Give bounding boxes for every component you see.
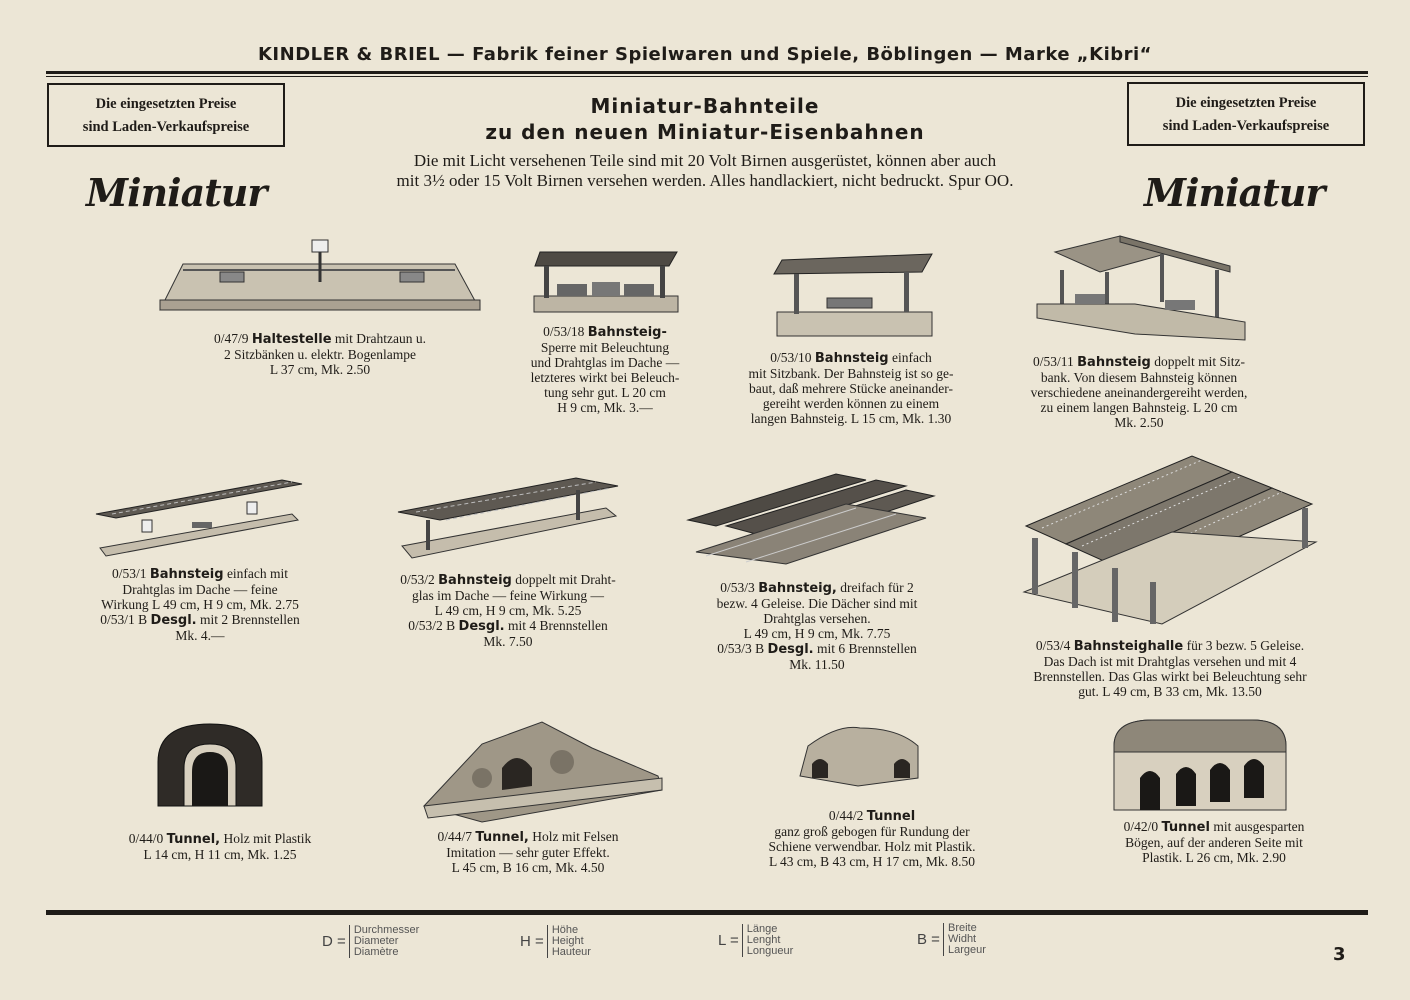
item-desc: Drahtglas versehen. [763,611,871,626]
item-code: 0/53/3 [720,580,755,595]
item-variant-desc: mit 6 Brennstellen [816,641,917,656]
item-desc: Brennstellen. Das Glas wirkt bei Beleuchtung sehr [1033,669,1307,684]
item-name: Tunnel [1161,820,1210,835]
item-code: 0/53/4 [1035,638,1071,653]
caption-bahnsteig-doppelt [1000,354,1278,430]
bahnsteig-einfach-image [772,250,937,340]
item-desc: doppelt mit Sitz- [1154,354,1245,369]
item-desc: mit ausgesparten [1213,819,1305,834]
item-price: L 14 cm, H 11 cm, Mk. 1.25 [143,847,297,862]
header-rule [46,71,1368,74]
legend-term: Lenght [746,934,781,946]
bahnsteighalle-image [1022,452,1318,628]
legend-term: Diamètre [353,946,399,958]
item-desc: Sperre mit Beleuchtung [540,340,670,355]
bahnsteig-531-image [92,476,304,562]
bahnsteig-532-image [396,474,622,562]
item-variant-code: 0/53/3 B [717,641,765,656]
item-code: 0/42/0 [1123,819,1159,834]
tunnel-420-image [1112,716,1288,812]
legend-term: Breite [948,922,977,934]
caption-bahnsteig-531 [60,566,340,643]
item-price: L 43 cm, B 43 cm, H 17 cm, Mk. 8.50 [768,854,976,869]
bahnsteig-doppelt-image [1035,232,1250,342]
caption-bahnsteig-einfach [712,350,990,426]
item-desc: gereiht werden können zu einem [762,396,940,411]
item-variant-desc: mit 2 Brennstellen [199,612,300,627]
page-header: KINDLER & BRIEL — Fabrik feiner Spielwaren und Spiele, Böblingen — Marke „Kibri“ [257,44,1152,65]
caption-tunnel-440 [80,831,360,862]
item-desc: Das Dach ist mit Drahtglas versehen und mit 4 [1043,654,1297,669]
caption-bahnsteig-533 [678,580,956,672]
item-name: Bahnsteighalle [1073,639,1184,654]
item-desc: einfach mit [226,566,289,581]
item-code: 0/44/7 [437,829,473,844]
item-desc: mit Drahtzaun u. [334,331,426,346]
haltestelle-image [155,236,485,316]
item-variant-name: Desgl. [458,619,505,634]
brand-script-right: Miniatur [1144,170,1325,215]
caption-haltestelle [160,331,480,377]
legend-term: Height [551,935,584,947]
title-line-2: zu den neuen Miniatur-Eisenbahnen [485,120,925,144]
item-variant-price: Mk. 4.— [175,628,225,643]
item-name: Bahnsteig [1077,355,1151,370]
legend-term: Largeur [948,944,986,956]
item-desc: zu einem langen Bahnsteig. L 20 cm [1040,400,1238,415]
legend-term: Longueur [746,945,794,957]
legend-letter: D = [322,933,346,950]
tunnel-440-image [154,722,266,808]
price-note-right [1127,82,1365,146]
legend-term: Hauteur [551,946,591,958]
legend-term: Länge [746,923,778,935]
item-name: Tunnel, [475,830,529,845]
price-note-line: Die eingesetzten Preise [95,96,237,112]
brand-script-left: Miniatur [86,170,267,215]
item-desc: bank. Von diesem Bahnsteig können [1040,370,1238,385]
legend-letter: L = [718,932,739,949]
item-desc: baut, daß mehrere Stücke aneinander- [748,381,953,396]
caption-tunnel-447 [390,829,666,875]
item-desc: tung sehr gut. L 20 cm [544,385,666,400]
legend-l [718,924,793,957]
item-desc: dreifach für 2 [840,580,914,595]
legend-d [322,925,419,958]
intro-text [300,151,1110,191]
item-desc: letzteres wirkt bei Beleuch- [530,370,680,385]
price-note-line: sind Laden-Verkaufspreise [82,119,250,135]
legend-letter: H = [520,933,544,950]
item-price: langen Bahnsteig. L 15 cm, Mk. 1.30 [750,411,952,426]
item-variant-code: 0/53/2 B [408,618,456,633]
item-desc: 2 Sitzbänken u. elektr. Bogenlampe [224,347,416,362]
price-note-line: sind Laden-Verkaufspreise [1162,118,1330,134]
item-desc: Holz mit Felsen [532,829,619,844]
legend-b [917,923,986,956]
item-desc: glas im Dache — feine Wirkung — [412,588,604,603]
item-desc: einfach [892,350,932,365]
caption-bahnsteig-sperre [505,324,705,415]
tunnel-442-image [798,720,922,790]
item-code: 0/53/2 [400,572,435,587]
item-code: 0/47/9 [213,331,249,346]
item-desc: bezw. 4 Geleise. Die Dächer sind mit [716,596,918,611]
bahnsteig-sperre-image [532,248,680,316]
caption-tunnel-442 [722,808,1022,869]
item-price: L 37 cm, Mk. 2.50 [269,362,371,377]
item-code: 0/44/2 [828,808,864,823]
item-desc: verschiedene aneinandergereiht werden, [1030,385,1248,400]
item-variant-desc: mit 4 Brennstellen [507,618,608,633]
item-variant-code: 0/53/1 B [100,612,148,627]
page-number: 3 [1333,944,1346,965]
item-variant-name: Desgl. [767,642,814,657]
legend-term: Durchmesser [353,924,420,936]
legend-term: Höhe [551,924,579,936]
item-variant-price: Mk. 7.50 [483,634,533,649]
item-code: 0/53/10 [770,350,812,365]
price-note-line: Die eingesetzten Preise [1175,95,1317,111]
item-name: Bahnsteig [149,567,224,582]
caption-tunnel-420 [1070,819,1358,865]
item-desc: ganz groß gebogen für Rundung der [774,824,970,839]
item-desc: mit Sitzbank. Der Bahnsteig ist so ge- [748,366,954,381]
footer-rule [46,910,1368,915]
item-desc: Imitation — sehr guter Effekt. [446,845,610,860]
intro-line-1: Die mit Licht versehenen Teile sind mit 20 Volt Birnen ausgerüstet, können aber auch [413,151,997,170]
bahnsteig-533-image [686,470,936,566]
caption-bahnsteighalle [986,638,1354,699]
item-desc: Holz mit Plastik [223,831,312,846]
caption-bahnsteig-532 [372,572,644,649]
item-name: Bahnsteig [814,351,889,366]
item-price: Wirkung L 49 cm, H 9 cm, Mk. 2.75 [101,597,299,612]
item-desc: für 3 bezw. 5 Geleise. [1186,638,1305,653]
item-name: Tunnel, [166,832,221,847]
item-variant-name: Desgl. [150,613,197,628]
item-desc: und Drahtglas im Dache — [530,355,680,370]
price-note-left [47,83,285,147]
item-price: Plastik. L 26 cm, Mk. 2.90 [1142,850,1286,865]
item-name: Haltestelle [251,332,332,347]
header-rule-thin [46,76,1368,77]
item-name: Bahnsteig [438,573,512,588]
item-price: L 49 cm, H 9 cm, Mk. 5.25 [434,603,582,618]
item-code: 0/53/18 [543,324,585,339]
intro-line-2: mit 3½ oder 15 Volt Birnen versehen werden. Alles handlackiert, nicht bedruckt. Spur OO. [396,171,1014,190]
item-variant-price: Mk. 11.50 [789,657,845,672]
legend-term: Widht [948,933,977,945]
item-price: gut. L 49 cm, B 33 cm, Mk. 13.50 [1078,684,1262,699]
item-desc: Drahtglas im Dache — feine [122,582,278,597]
title-line-1: Miniatur-Bahnteile [590,94,820,118]
item-name: Bahnsteig, [758,581,837,596]
item-name: Tunnel [866,809,916,824]
legend-h [520,925,591,958]
item-price: Mk. 2.50 [1114,415,1164,430]
item-price: L 45 cm, B 16 cm, Mk. 4.50 [451,860,605,875]
item-price: H 9 cm, Mk. 3.— [557,400,653,415]
item-desc: Bögen, auf der anderen Seite mit [1125,835,1303,850]
tunnel-447-image [422,718,664,824]
page-title [400,93,1010,145]
item-code: 0/53/1 [111,566,147,581]
item-price: L 49 cm, H 9 cm, Mk. 7.75 [743,626,891,641]
legend-letter: B = [917,931,940,948]
item-name: Bahnsteig- [587,325,667,340]
item-desc: doppelt mit Draht- [515,572,616,587]
item-code: 0/53/11 [1033,354,1074,369]
item-code: 0/44/0 [128,831,164,846]
legend-term: Diameter [353,935,399,947]
item-desc: Schiene verwendbar. Holz mit Plastik. [768,839,976,854]
